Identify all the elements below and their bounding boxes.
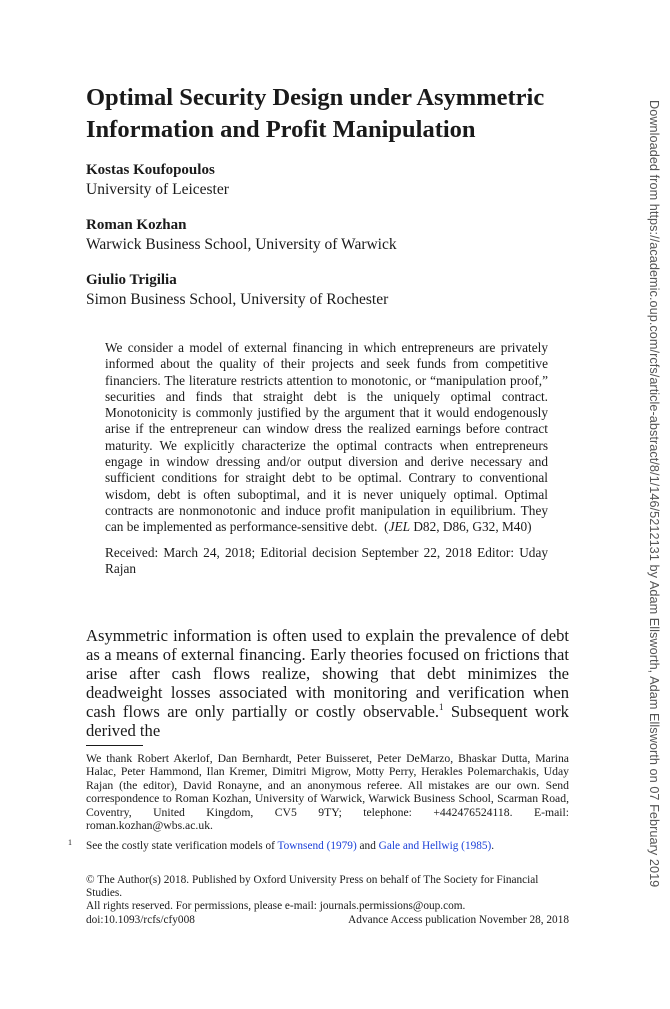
title-line-2: Information and Profit Manipulation <box>86 116 476 143</box>
abstract <box>105 340 548 536</box>
body-paragraph <box>86 626 569 740</box>
copyright-block <box>86 874 569 927</box>
author-3 <box>86 271 546 309</box>
author-name: Kostas Koufopoulos <box>86 162 215 178</box>
copyright-line: © The Author(s) 2018. Published by Oxford University Press on behalf of The Society for Financial Studies. <box>86 874 539 900</box>
citation-link-gale-hellwig[interactable]: Gale and Hellwig (1985) <box>378 840 492 852</box>
doi: doi:10.1093/rcfs/cfy008 <box>86 913 195 926</box>
footnote-text-start: See the costly state verification models of <box>86 840 278 852</box>
download-watermark <box>645 100 665 900</box>
footnote-text-end: . <box>491 840 495 852</box>
abstract-text: We consider a model of external financing in which entrepreneurs are privately informed about the quality of their projects and seek funds from competitive financiers. The literature restricts attention to monotonic, or “manipulation proof,” securities and finds that straight debt is the uniquely optimal contract. Monotonicity is commonly justified by the argument that it would endogenously arise if the entrepreneur can window dress the realized earnings before contract maturity. We explicitly characterize the optimal contracts when entrepreneurs engage in window dressing and/or output diversion and derive necessary and sufficient conditions for straight debt to be optimal. Contrary to conventional wisdom, debt is often suboptimal, and it is never uniquely optimal. Optimal contracts are nonmonotonic and induce profit manipulation in equilibrium. They can be implemented as performance-sensitive debt. <box>105 340 548 535</box>
paper-title <box>86 82 586 146</box>
footnote-divider <box>86 745 143 746</box>
footnote-1 <box>68 836 568 853</box>
author-name: Giulio Trigilia <box>86 272 177 288</box>
footnote-marker: 1 <box>68 838 72 847</box>
received-dates: Received: March 24, 2018; Editorial decision September 22, 2018 Editor: Uday Rajan <box>105 545 548 577</box>
author-2 <box>86 216 546 254</box>
body-text-start: Asymmetric information is often used to explain the prevalence of debt as a means of external financing. Early theories focused on frictions that arise after cash flows realize, showing that debt minimizes the deadweight losses associated with monitoring and verification when cash flows are only partially or costly observable. <box>86 626 569 721</box>
footnote-text-mid: and <box>356 840 379 852</box>
acknowledgment-note: We thank Robert Akerlof, Dan Bernhardt, Peter Buisseret, Peter DeMarzo, Bhaskar Dutta, Marina Halac, Peter Hammond, Ilan Kremer, Dimitri Migrow, Motty Perry, Herakles Polemarchakis, Uday Rajan (the editor), David Ronayne, and an anonymous referee. All mistakes are our own. Send correspondence to Roman Kozhan, University of Warwick, Warwick Business School, Scarman Road, Coventry, United Kingdom, CV5 9TY; telephone: +442476524118. E-mail: roman.kozhan@wbs.ac.uk. <box>86 752 569 833</box>
jel-open: ( <box>384 519 389 535</box>
body-text-end: Subsequent work derived the <box>86 702 569 740</box>
citation-link-townsend[interactable]: Townsend (1979) <box>277 840 357 852</box>
author-1 <box>86 161 546 199</box>
footnote-ref-1[interactable]: 1 <box>438 702 444 712</box>
advance-access-date: Advance Access publication November 28, 2018 <box>348 913 569 926</box>
author-affiliation: Warwick Business School, University of Warwick <box>86 236 397 253</box>
jel-label: JEL <box>388 519 410 535</box>
title-line-1: Optimal Security Design under Asymmetric <box>86 84 545 111</box>
permissions-line: All rights reserved. For permissions, please e-mail: journals.permissions@oup.com. <box>86 900 466 913</box>
jel-codes: D82, D86, G32, M40) <box>410 519 532 535</box>
author-affiliation: Simon Business School, University of Rochester <box>86 291 389 308</box>
author-name: Roman Kozhan <box>86 217 187 233</box>
author-affiliation: University of Leicester <box>86 181 229 198</box>
watermark-text: Downloaded from https://academic.oup.com/rcfs/article-abstract/8/1/146/5212131 by Adam Ellsworth, Adam Ellsworth on 07 February 2019 <box>647 100 661 888</box>
